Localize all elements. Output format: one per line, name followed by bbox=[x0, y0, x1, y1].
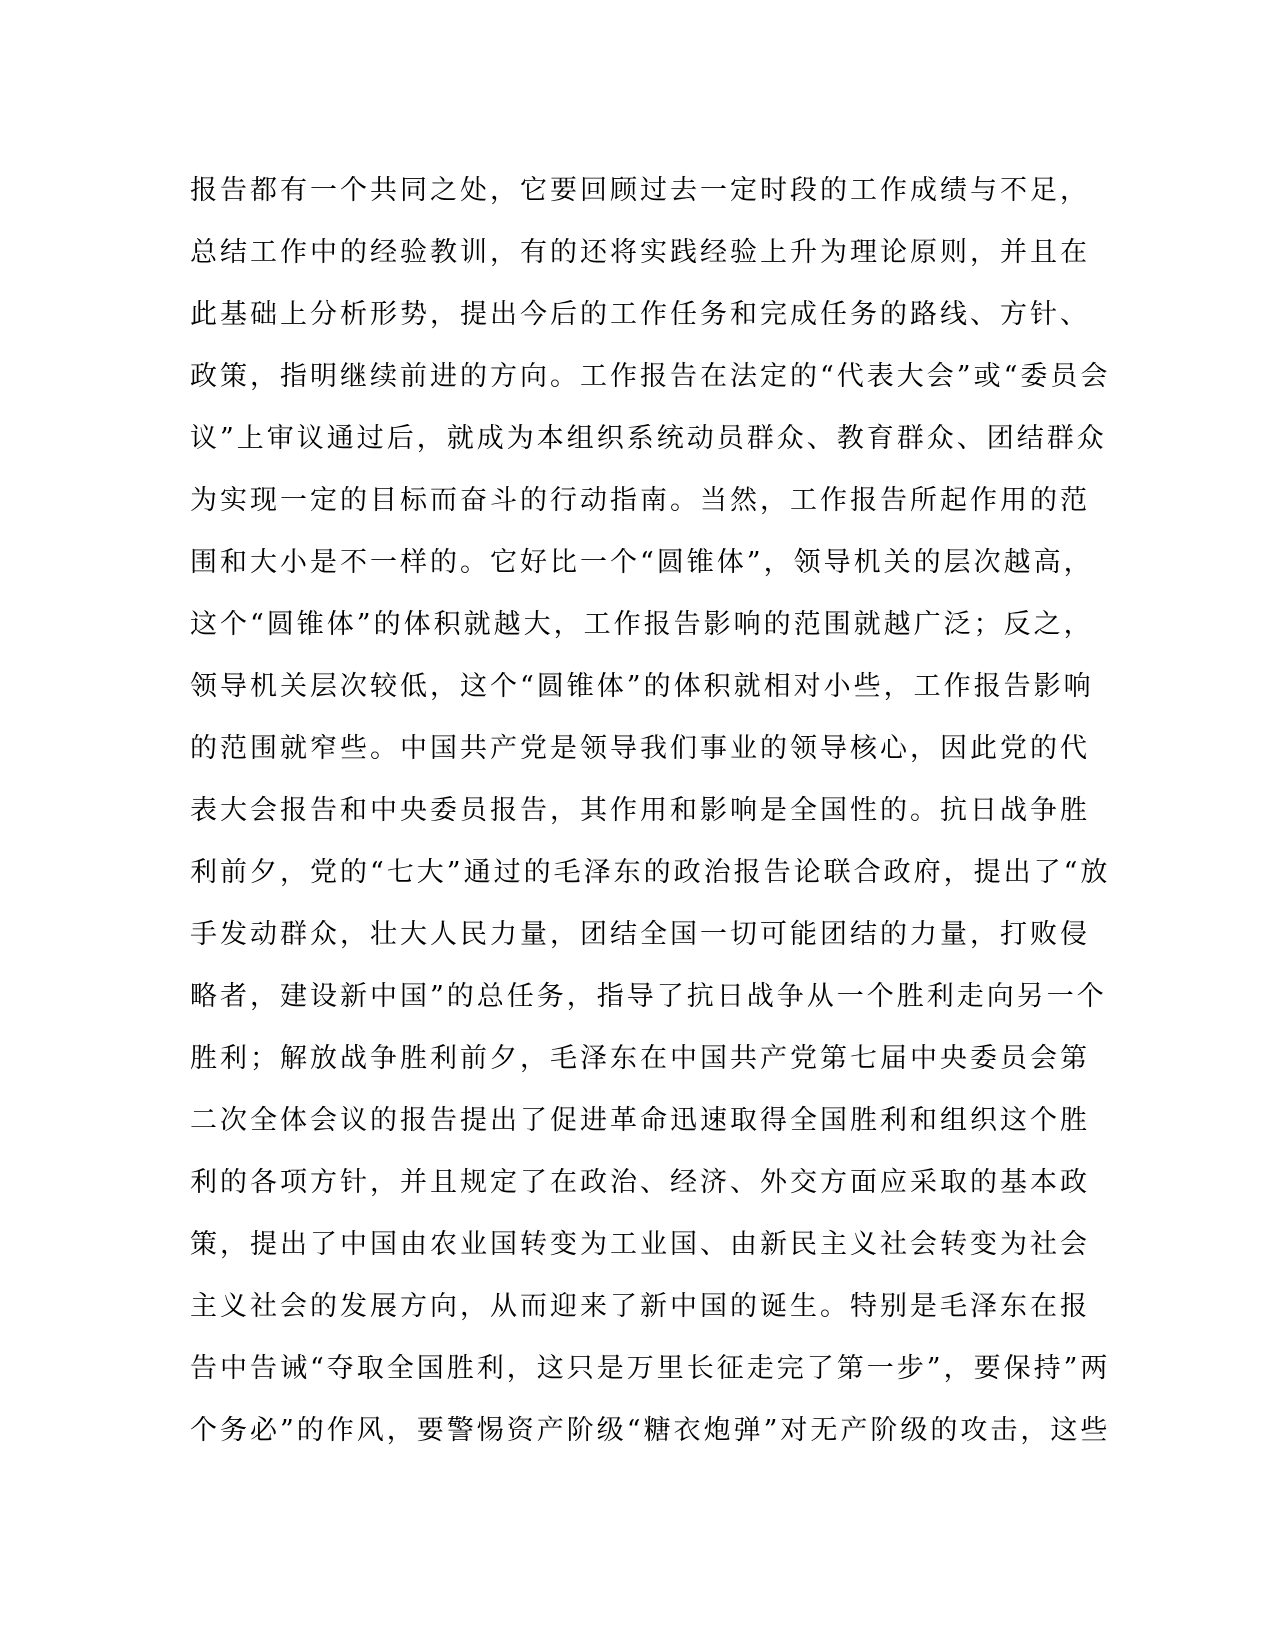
text-line: 为实现一定的目标而奋斗的行动指南。当然，工作报告所起作用的范 bbox=[190, 485, 1090, 516]
text-line: 这个“圆锥体”的体积就越大，工作报告影响的范围就越广泛；反之， bbox=[190, 609, 1094, 640]
text-line: 手发动群众，壮大人民力量，团结全国一切可能团结的力量，打败侵 bbox=[190, 919, 1090, 950]
text-line: 政策，指明继续前进的方向。工作报告在法定的“代表大会”或“委员会 bbox=[190, 361, 1111, 392]
text-line: 略者，建设新中国”的总任务，指导了抗日战争从一个胜利走向另一个 bbox=[190, 981, 1107, 1012]
text-line: 告中告诫“夺取全国胜利，这只是万里长征走完了第一步”，要保持”两 bbox=[190, 1353, 1111, 1384]
text-line: 二次全体会议的报告提出了促进革命迅速取得全国胜利和组织这个胜 bbox=[190, 1105, 1090, 1136]
text-line: 此基础上分析形势，提出今后的工作任务和完成任务的路线、方针、 bbox=[190, 299, 1090, 330]
text-line: 总结工作中的经验教训，有的还将实践经验上升为理论原则，并且在 bbox=[190, 237, 1090, 268]
text-line: 报告都有一个共同之处，它要回顾过去一定时段的工作成绩与不足， bbox=[190, 175, 1090, 206]
text-line: 表大会报告和中央委员报告，其作用和影响是全国性的。抗日战争胜 bbox=[190, 795, 1090, 826]
text-line: 利前夕，党的“七大”通过的毛泽东的政治报告论联合政府，提出了“放 bbox=[190, 857, 1111, 888]
text-line: 个务必”的作风，要警惕资产阶级“糖衣炮弹”对无产阶级的攻击，这些 bbox=[190, 1415, 1111, 1446]
text-line: 领导机关层次较低，这个“圆锥体”的体积就相对小些，工作报告影响 bbox=[190, 671, 1094, 702]
text-line: 的范围就窄些。中国共产党是领导我们事业的领导核心，因此党的代 bbox=[190, 733, 1090, 764]
text-line: 策，提出了中国由农业国转变为工业国、由新民主义社会转变为社会 bbox=[190, 1229, 1090, 1260]
body-text bbox=[190, 160, 1111, 1462]
text-line: 胜利；解放战争胜利前夕，毛泽东在中国共产党第七届中央委员会第 bbox=[190, 1043, 1090, 1074]
text-line: 利的各项方针，并且规定了在政治、经济、外交方面应采取的基本政 bbox=[190, 1167, 1090, 1198]
text-line: 议”上审议通过后，就成为本组织系统动员群众、教育群众、团结群众 bbox=[190, 423, 1107, 454]
text-line: 围和大小是不一样的。它好比一个“圆锥体”，领导机关的层次越高， bbox=[190, 547, 1094, 578]
text-line: 主义社会的发展方向，从而迎来了新中国的诞生。特别是毛泽东在报 bbox=[190, 1291, 1090, 1322]
